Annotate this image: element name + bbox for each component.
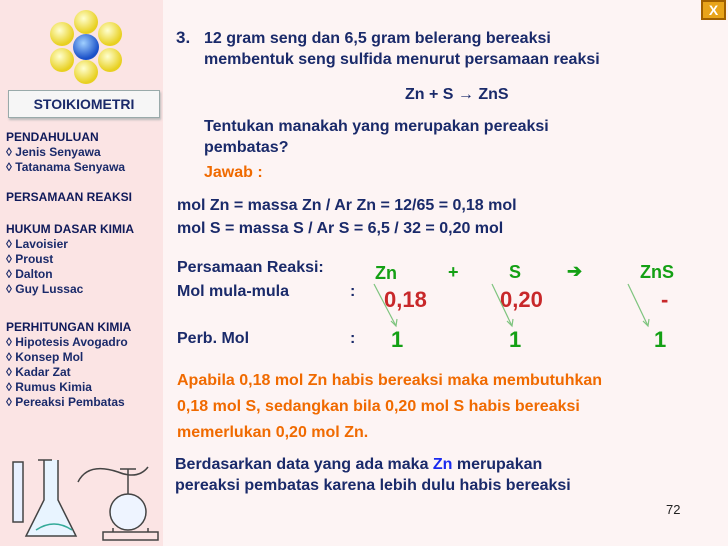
nav-item-konsep-mol[interactable]: ◊ Konsep Mol: [6, 350, 84, 364]
nav-item-guy-lussac[interactable]: ◊ Guy Lussac: [6, 282, 84, 296]
initial-mol-s: 0,20: [500, 287, 543, 312]
nav-group-hukum-dasar: [6, 222, 134, 297]
nav-item-dalton[interactable]: ◊ Dalton: [6, 267, 53, 281]
nav-item-proust[interactable]: ◊ Proust: [6, 252, 54, 266]
ratio-zns: 1: [654, 327, 667, 352]
conclusion-line-1: [175, 456, 542, 474]
arrow-line-s: [492, 284, 512, 326]
ratio-arrows: [370, 282, 670, 332]
nav-group-pendahuluan: [6, 130, 125, 175]
reaction-arrow: ➔: [567, 261, 583, 281]
conclusion-highlight-zn: Zn: [432, 456, 453, 473]
nav-item-jenis-senyawa[interactable]: ◊ Jenis Senyawa: [6, 145, 101, 159]
conclusion-line-2: pereaksi pembatas karena lebih dulu habis bereaksi: [175, 477, 571, 494]
conclusion-text: Berdasarkan data yang ada maka: [175, 456, 433, 473]
mol-s-calculation: mol S = massa S / Ar S = 6,5 / 32 = 0,20 mol: [177, 220, 504, 237]
nav-item-tatanama-senyawa[interactable]: ◊ Tatanama Senyawa: [6, 160, 126, 174]
lab-glassware-icon: [8, 452, 168, 546]
nav-head-hukum-dasar-kimia[interactable]: HUKUM DASAR KIMIA: [6, 222, 134, 236]
nav-item-kadar-zat[interactable]: ◊ Kadar Zat: [6, 365, 71, 379]
row-label-persamaan-reaksi: Persamaan Reaksi:: [177, 259, 324, 276]
explanation-line-2: 0,18 mol S, sedangkan bila 0,20 mol S habis bereaksi: [177, 398, 580, 415]
species-zn: Zn: [375, 263, 397, 283]
reaction-equation: Zn + S → ZnS: [405, 86, 509, 103]
species-zns: ZnS: [640, 262, 674, 282]
nav-item-lavoisier[interactable]: ◊ Lavoisier: [6, 237, 68, 251]
nav-group-persamaan-reaksi: [6, 190, 132, 205]
initial-mol-zn: 0,18: [384, 287, 427, 312]
answer-label: Jawab :: [204, 164, 263, 181]
explanation-line-1: Apabila 0,18 mol Zn habis bereaksi maka membutuhkan: [177, 372, 603, 389]
sidebar-title[interactable]: STOIKIOMETRI: [8, 90, 160, 118]
nav-head-pendahuluan[interactable]: PENDAHULUAN: [6, 130, 99, 144]
atom-logo-icon: [40, 8, 132, 86]
initial-mol-zns: -: [661, 287, 669, 312]
ratio-s: 1: [509, 327, 522, 352]
row-label-perb-mol: Perb. Mol: [177, 330, 250, 347]
arrow-line-zns: [628, 284, 648, 326]
nav-item-rumus-kimia[interactable]: ◊ Rumus Kimia: [6, 380, 92, 394]
question-line-1: Tentukan manakah yang merupakan pereaksi: [204, 118, 549, 135]
plus-sign: +: [448, 262, 459, 282]
colon: :: [350, 283, 356, 300]
nav-item-pereaksi-pembatas[interactable]: ◊ Pereaksi Pembatas: [6, 395, 125, 409]
row-label-mol-mula-mula: Mol mula-mula: [177, 283, 290, 300]
nav-head-persamaan-reaksi[interactable]: PERSAMAAN REAKSI: [6, 190, 133, 204]
nav-group-perhitungan-kimia: [6, 320, 131, 410]
question-line-2: pembatas?: [204, 139, 289, 156]
nav-head-perhitungan-kimia[interactable]: PERHITUNGAN KIMIA: [6, 320, 132, 334]
close-button[interactable]: X: [701, 0, 726, 20]
nav-item-hipotesis-avogadro[interactable]: ◊ Hipotesis Avogadro: [6, 335, 128, 349]
problem-line-1: 12 gram seng dan 6,5 gram belerang bereaksi: [204, 30, 551, 47]
species-s: S: [509, 262, 522, 282]
colon: :: [350, 330, 356, 347]
mol-zn-calculation: mol Zn = massa Zn / Ar Zn = 12/65 = 0,18 mol: [177, 197, 517, 214]
arrow-line-zn: [374, 284, 396, 326]
conclusion-text-end: merupakan: [452, 456, 543, 473]
problem-number: 3.: [176, 28, 191, 47]
problem-line-2: membentuk seng sulfida menurut persamaan reaksi: [204, 51, 600, 68]
page-number: 72: [666, 502, 681, 517]
ratio-zn: 1: [391, 327, 404, 352]
explanation-line-3: memerlukan 0,20 mol Zn.: [177, 424, 369, 441]
sidebar: [0, 0, 163, 546]
